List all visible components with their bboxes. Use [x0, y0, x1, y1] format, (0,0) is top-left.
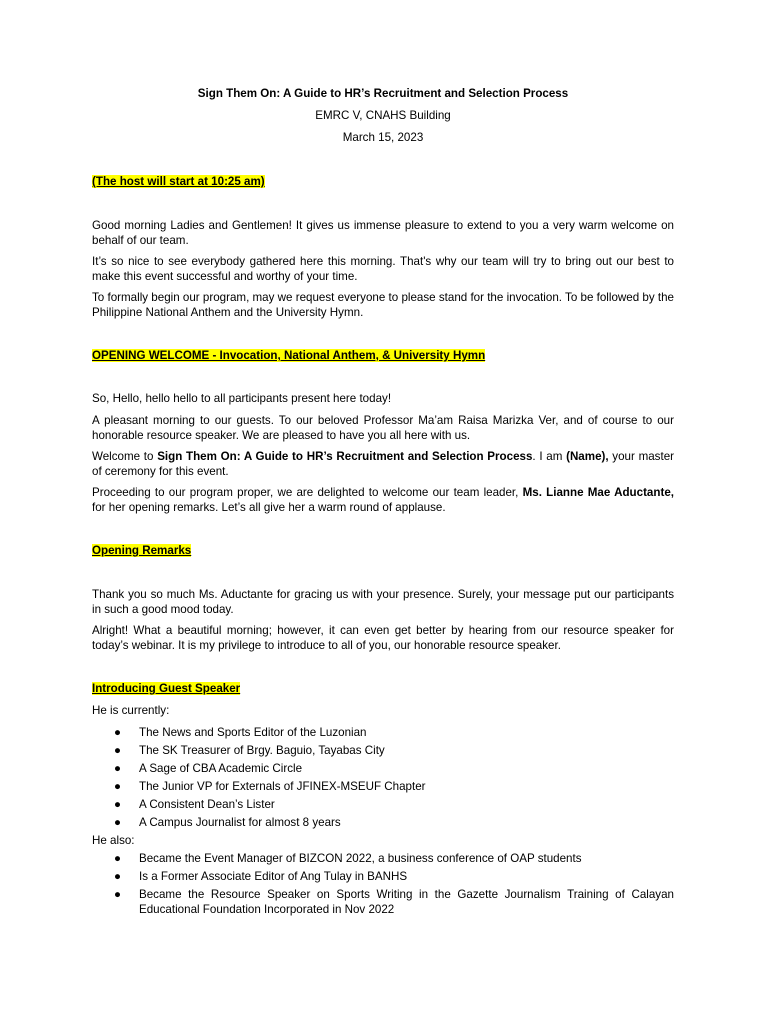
intro-paragraph-3: To formally begin our program, may we request everyone to please stand for the invocation. To be followed by the Philippine National Anthem and the University Hymn. [92, 291, 674, 319]
welcome-paragraph-3 [92, 449, 674, 479]
venue: EMRC V, CNAHS Building [315, 109, 451, 122]
list-item [92, 815, 674, 830]
bullet-icon: ● [114, 852, 122, 865]
welcome-paragraph-1: So, Hello, hello hello to all participants present here today! [92, 392, 392, 405]
welcome-paragraph-4 [92, 485, 674, 515]
bullet-icon: ● [114, 888, 122, 901]
list-item [92, 725, 674, 740]
list-item-text: A Sage of CBA Academic Circle [139, 762, 303, 775]
remarks-paragraph-1: Thank you so much Ms. Aductante for gracing us with your presence. Surely, your message put our participants in such a good mood today. [92, 588, 674, 616]
list-item [92, 761, 674, 776]
welcome-text: Welcome to [92, 450, 158, 463]
also-label: He also: [92, 834, 135, 847]
bullet-icon: ● [114, 870, 122, 883]
intro-paragraph-1: Good morning Ladies and Gentlemen! It gives us immense pleasure to extend to you a very warm welcome on behalf of our team. [92, 219, 674, 247]
document-title: Sign Them On: A Guide to HR’s Recruitment and Selection Process [197, 87, 569, 100]
welcome-text-2: . I am [532, 450, 567, 463]
list-item [92, 887, 674, 917]
list-item [92, 869, 674, 884]
bullet-icon: ● [114, 816, 122, 829]
list-item-text: Became the Event Manager of BIZCON 2022, a business conference of OAP students [139, 852, 582, 865]
bullet-icon: ● [114, 798, 122, 811]
team-leader-name: Ms. Lianne Mae Aductante, [522, 486, 674, 499]
list-item-text: The Junior VP for Externals of JFINEX-MSEUF Chapter [139, 780, 426, 793]
bullet-icon: ● [114, 726, 122, 739]
bullet-icon: ● [114, 744, 122, 757]
currently-list [92, 725, 674, 833]
host-note: (The host will start at 10:25 am) [92, 175, 265, 188]
list-item-text: The News and Sports Editor of the Luzonian [139, 726, 367, 739]
remarks-paragraph-2: Alright! What a beautiful morning; however, it can even get better by hearing from our resource speaker for today’s webinar. It is my privilege to introduce to all of you, our honorable resource speaker. [92, 624, 674, 652]
list-item-text: A Consistent Dean’s Lister [139, 798, 275, 811]
guest-speaker-heading-line [92, 681, 674, 696]
list-item-text: Became the Resource Speaker on Sports Writing in the Gazette Journalism Training of Calayan Educational Foundation Incorporated in Nov 2022 [139, 888, 674, 916]
host-note-line [92, 174, 674, 189]
proceed-text-2: for her opening remarks. Let’s all give her a warm round of applause. [92, 501, 446, 514]
list-item [92, 851, 674, 866]
opening-remarks-heading-line [92, 543, 674, 558]
proceed-text: Proceeding to our program proper, we are delighted to welcome our team leader, [92, 486, 523, 499]
opening-welcome-heading: OPENING WELCOME - Invocation, National Anthem, & University Hymn [92, 349, 486, 362]
opening-remarks-heading: Opening Remarks [92, 544, 192, 557]
intro-paragraph-2: It’s so nice to see everybody gathered here this morning. That's why our team will try to bring out our best to make this event successful and worthy of your time. [92, 255, 674, 283]
event-title-bold: Sign Them On: A Guide to HR’s Recruitment and Selection Process [157, 450, 533, 463]
welcome-text-3: your master of ceremony for this event. [92, 450, 674, 478]
list-item-text: The SK Treasurer of Brgy. Baguio, Tayabas City [139, 744, 385, 757]
list-item-text: A Campus Journalist for almost 8 years [139, 816, 341, 829]
list-item [92, 797, 674, 812]
bullet-icon: ● [114, 762, 122, 775]
list-item-text: Is a Former Associate Editor of Ang Tulay in BANHS [139, 870, 408, 883]
currently-label: He is currently: [92, 704, 170, 717]
list-item [92, 743, 674, 758]
name-placeholder: (Name), [566, 450, 609, 463]
event-date: March 15, 2023 [342, 131, 424, 144]
bullet-icon: ● [114, 780, 122, 793]
welcome-paragraph-2: A pleasant morning to our guests. To our beloved Professor Ma’am Raisa Marizka Ver, and of course to our honorable resource speaker. We are pleased to have you all here with us. [92, 414, 674, 442]
list-item [92, 779, 674, 794]
also-list [92, 851, 674, 920]
guest-speaker-heading: Introducing Guest Speaker [92, 682, 241, 695]
opening-welcome-heading-line [92, 348, 674, 363]
